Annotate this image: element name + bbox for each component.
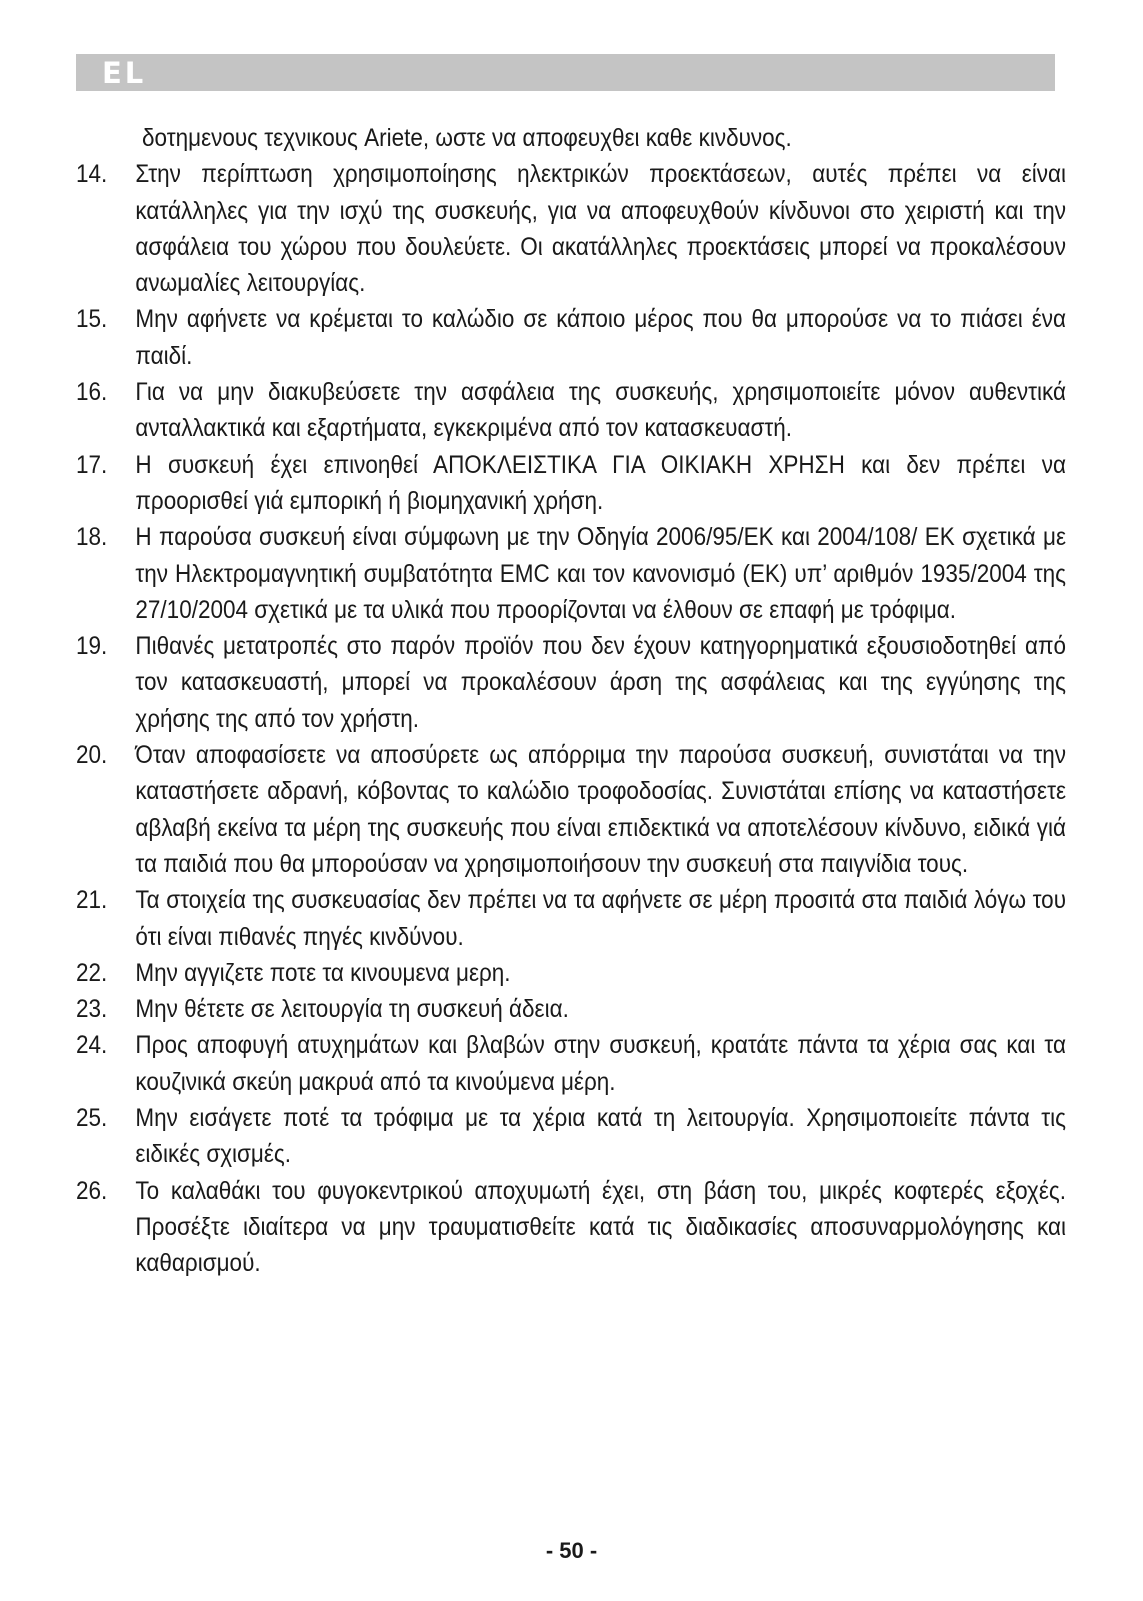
list-item-text: Το καλαθάκι του φυγοκεντρικού αποχυμωτή έχει, στη βάση του, μικρές κοφτερές εξοχές. Προσέξτε ιδιαίτερα να μην τραυματισθείτε κατά τις διαδικασίες αποσυναρμολόγησης και καθαρισμού.	[135, 1176, 1066, 1278]
list-item-text: Πιθανές μετατροπές στο παρόν προϊόν που δεν έχουν κατηγορηματικά εξουσιοδοτηθεί από τον κατασκευαστή, μπορεί να προκαλέσουν άρση της ασφάλειας και της εγγύησης της χρήσης της από τον χρήστη.	[135, 632, 1066, 733]
list-item	[76, 955, 1066, 991]
list-item-text: Μην αφήνετε να κρέμεται το καλώδιο σε κάποιο μέρος που θα μπορούσε να το πιάσει ένα παιδί.	[135, 305, 1066, 370]
list-item-number: 20.	[76, 741, 108, 770]
list-item-text: Η συσκευή έχει επινοηθεί ΑΠΟΚΛΕΙΣΤΙΚΑ ΓΙΑ ΟΙΚΙΑΚΗ ΧΡΗΣΗ και δεν πρέπει να προορισθεί γιά εμπορική ή βιομηχανική χρήση.	[135, 450, 1066, 515]
list-item	[76, 991, 1066, 1027]
list-item-number: 21.	[76, 886, 108, 915]
list-item-number: 23.	[76, 995, 108, 1024]
document-body	[76, 120, 1066, 1282]
list-item-text: Τα στοιχεία της συσκευασίας δεν πρέπει να τα αφήνετε σε μέρη προσιτά στα παιδιά λόγω του ότι είναι πιθανές πηγές κινδύνου.	[135, 886, 1066, 951]
list-item-number: 14.	[76, 160, 108, 189]
list-item-number: 25.	[76, 1104, 108, 1133]
list-item-number: 24.	[76, 1031, 108, 1060]
list-item-text: Μην αγγιζετε ποτε τα κινουμενα μερη.	[135, 958, 511, 987]
list-item	[76, 628, 1066, 737]
list-item-number: 16.	[76, 378, 108, 407]
list-item-text: Στην περίπτωση χρησιμοποίησης ηλεκτρικών προεκτάσεων, αυτές πρέπει να είναι κατάλληλες για την ισχύ της συσκευής, για να αποφευχθούν κίνδυνοι στο χειριστή και την ασφάλεια του χώρου που δουλεύετε. Οι ακατάλληλες προεκτάσεις μπορεί να προκαλέσουν ανωμαλίες λειτουργίας.	[135, 160, 1066, 298]
list-item-text: Όταν αποφασίσετε να αποσύρετε ως απόρριμα την παρούσα συσκευή, συνιστάται να την καταστήσετε αδρανή, κόβοντας το καλώδιο τροφοδοσίας. Συνιστάται επίσης να καταστήσετε αβλαβή εκείνα τα μέρη της συσκευής που είναι επιδεκτικά να αποτελέσουν κίνδυνο, ειδικά γιά τα παιδιά που θα μπορούσαν να χρησιμοποιήσουν την συσκευή στα παιγνίδια τους.	[135, 741, 1066, 878]
language-header-bar	[76, 54, 1055, 91]
list-item	[76, 374, 1066, 447]
list-item-text: Μην εισάγετε ποτέ τα τρόφιμα με τα χέρια κατά τη λειτουργία. Χρησιμοποιείτε πάντα τις ειδικές σχισμές.	[135, 1104, 1066, 1169]
list-item	[76, 447, 1066, 520]
page-number: - 50 -	[545, 1538, 598, 1563]
list-item	[76, 1027, 1066, 1100]
list-item-number: 22.	[76, 958, 108, 987]
list-item-text: Προς αποφυγή ατυχημάτων και βλαβών στην συσκευή, κρατάτε πάντα τα χέρια σας και τα κουζινικά σκεύη μακρυά από τα κινούμενα μέρη.	[135, 1031, 1066, 1096]
list-item	[76, 737, 1066, 882]
list-item-text: Μην θέτετε σε λειτουργία τη συσκευή άδεια.	[135, 995, 569, 1024]
list-item	[76, 156, 1066, 301]
list-item	[76, 1100, 1066, 1173]
list-item-number: 15.	[76, 305, 108, 334]
list-item-text: Για να μην διακυβεύσετε την ασφάλεια της συσκευής, χρησιμοποιείτε μόνον αυθεντικά ανταλλακτικά και εξαρτήματα, εγκεκριμένα από τον κατασκευαστή.	[135, 378, 1066, 443]
language-code: EL	[102, 56, 147, 90]
list-item-number: 18.	[76, 523, 108, 552]
list-item	[76, 882, 1066, 955]
list-item-number: 26.	[76, 1176, 108, 1205]
list-item-text: Η παρούσα συσκευή είναι σύμφωνη με την Οδηγία 2006/95/ΕΚ και 2004/108/ ΕΚ σχετικά με την Ηλεκτρομαγνητική συμβατότητα EMC και τον κανονισμό (ΕΚ) υπ’ αριθμόν 1935/2004 της 27/10/2004 σχετικά με τα υλικά που προορίζονται να έλθουν σε επαφή με τρόφιμα.	[135, 523, 1066, 624]
continuation-text: δοτημενους τεχνικους Ariete, ωστε να αποφευχθει καθε κινδυνος.	[142, 124, 792, 152]
list-item-number: 17.	[76, 450, 108, 479]
list-item	[76, 301, 1066, 374]
list-item	[76, 519, 1066, 628]
list-item-number: 19.	[76, 632, 108, 661]
list-item	[76, 1173, 1066, 1282]
